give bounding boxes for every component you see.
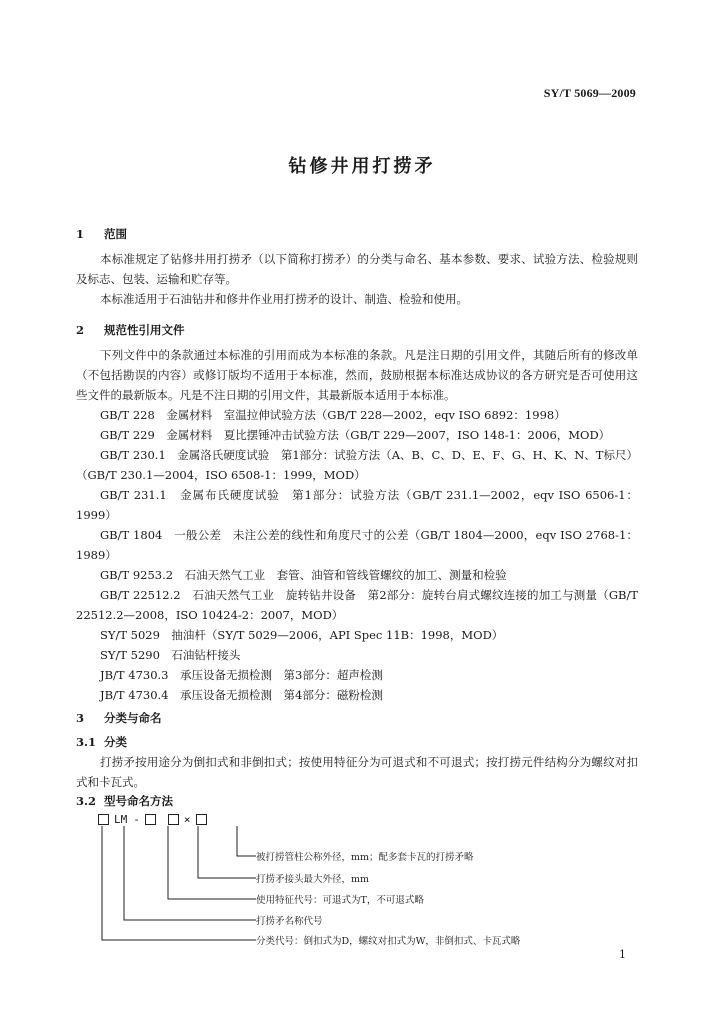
name-code-text: LM bbox=[114, 813, 128, 826]
paragraph: 下列文件中的条款通过本标准的引用而成为本标准的条款。凡是注日期的引用文件，其随后所有的修改单（不包括勘误的内容）或修订版均不适用于本标准，然而，鼓励根据本标准达成协议的各方研究是否可使用这些文件的最新版本。凡是不注日期的引用文件，其最新版本适用于本标准。 bbox=[76, 348, 638, 402]
model-naming-diagram bbox=[96, 812, 576, 948]
reference-item: SY/T 5290 石油钻杆接头 bbox=[100, 648, 241, 662]
subsection-number: 3.2 bbox=[76, 794, 97, 808]
paragraph: 本标准适用于石油钻井和修井作业用打捞矛的设计、制造、检验和使用。 bbox=[100, 292, 468, 306]
reference-item: GB/T 230.1 金属洛氏硬度试验 第1部分：试验方法（A、B、C、D、E、F、G、H、K、N、T标尺）（GB/T 230.1—2004，ISO 6508-1：1999，MOD） bbox=[76, 448, 638, 482]
leader-line bbox=[124, 826, 256, 920]
times-text: × bbox=[183, 813, 191, 826]
page-number: 1 bbox=[619, 948, 626, 961]
section-3-heading bbox=[76, 710, 162, 726]
section-number: 3 bbox=[76, 711, 85, 725]
reference-item: JB/T 4730.4 承压设备无损检测 第4部分：磁粉检测 bbox=[100, 688, 383, 702]
section-title: 范围 bbox=[104, 227, 127, 241]
legend-classification-code: 分类代号：倒扣式为D，螺纹对扣式为W，非倒扣式、卡瓦式略 bbox=[256, 936, 521, 947]
reference-item: GB/T 9253.2 石油天然气工业 套管、油管和管线管螺纹的加工、测量和检验 bbox=[100, 568, 507, 582]
section-1-heading bbox=[76, 226, 127, 242]
leader-line bbox=[102, 826, 256, 940]
leader-line bbox=[237, 826, 256, 856]
reference-item: GB/T 228 金属材料 室温拉伸试验方法（GB/T 228—2002，eqv ISO 6892：1998） bbox=[100, 408, 566, 422]
standard-number: SY/T 5069—2009 bbox=[543, 86, 636, 100]
subsection-title: 型号命名方法 bbox=[104, 794, 173, 808]
reference-item: GB/T 1804 一般公差 未注公差的线性和角度尺寸的公差（GB/T 1804—2000，eqv ISO 2768-1：1989） bbox=[76, 528, 638, 562]
legend-name-code: 打捞矛名称代号 bbox=[256, 916, 323, 927]
paragraph: 打捞矛按用途分为倒扣式和非倒扣式；按使用特征分为可退式和不可退式；按打捞元件结构分为螺纹对扣式和卡瓦式。 bbox=[76, 755, 638, 789]
subsection-title: 分类 bbox=[104, 735, 127, 749]
document-title: 钻修井用打捞矛 bbox=[288, 156, 436, 177]
reference-item: GB/T 229 金属材料 夏比摆锤冲击试验方法（GB/T 229—2007，ISO 148-1：2006，MOD） bbox=[100, 428, 611, 442]
legend-feature-code: 使用特征代号：可退式为T，不可退式略 bbox=[256, 895, 424, 906]
reference-item: GB/T 231.1 金属布氏硬度试验 第1部分：试验方法（GB/T 231.1—2002，eqv ISO 6506-1：1999） bbox=[76, 488, 638, 522]
legend-joint-diameter: 打捞矛接头最大外径，mm bbox=[256, 874, 370, 885]
section-title: 规范性引用文件 bbox=[104, 323, 185, 337]
paragraph: 本标准规定了钻修井用打捞矛（以下简称打捞矛）的分类与命名、基本参数、要求、试验方法、检验规则及标志、包装、运输和贮存等。 bbox=[76, 252, 638, 286]
legend-pipe-diameter: 被打捞管柱公称外径，mm；配多套卡瓦的打捞矛略 bbox=[256, 852, 474, 863]
section-title: 分类与命名 bbox=[104, 711, 162, 725]
section-2-heading bbox=[76, 322, 185, 338]
subsection-number: 3.1 bbox=[76, 735, 97, 749]
reference-item: GB/T 22512.2 石油天然气工业 旋转钻井设备 第2部分：旋转台肩式螺纹连接的加工与测量（GB/T 22512.2—2008，ISO 10424-2：2007，MOD） bbox=[76, 588, 638, 622]
leader-line bbox=[168, 826, 256, 899]
section-number: 1 bbox=[76, 227, 85, 241]
leader-line bbox=[198, 826, 256, 878]
reference-item: SY/T 5029 抽油杆（SY/T 5029—2006，API Spec 11B：1998，MOD） bbox=[100, 628, 504, 642]
reference-item: JB/T 4730.3 承压设备无损检测 第3部分：超声检测 bbox=[100, 668, 383, 682]
subsection-3-2-heading bbox=[76, 793, 173, 809]
section-number: 2 bbox=[76, 323, 85, 337]
subsection-3-1-heading bbox=[76, 734, 127, 750]
dash-text: - bbox=[133, 813, 140, 826]
